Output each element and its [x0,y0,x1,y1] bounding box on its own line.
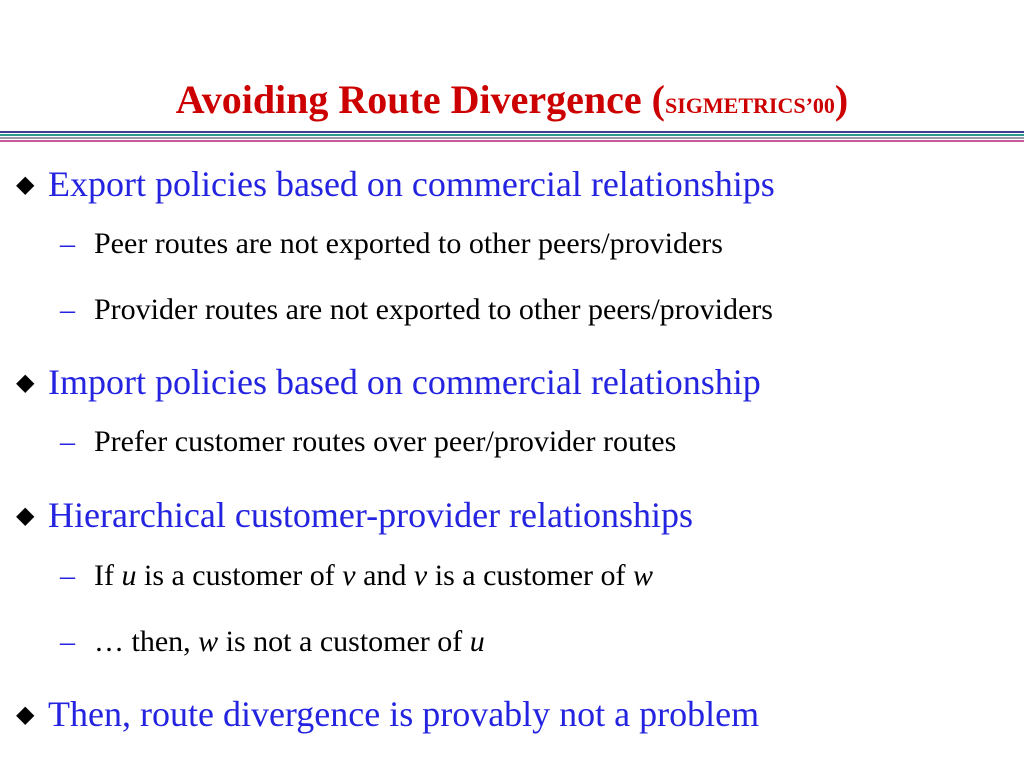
title-divider-line [0,131,1024,133]
title-divider-line [0,140,1024,142]
dash-bullet-icon: – [60,227,75,260]
sub-bullet-text: Prefer customer routes over peer/provider routes [94,425,677,458]
variable-v: v [413,559,428,592]
bullet-hierarchical [16,493,693,538]
diamond-bullet-icon: ◆ [16,370,35,396]
dash-bullet-icon: – [60,425,75,458]
sub-bullet-peer-routes [60,225,723,263]
bullet-text: Import policies based on commercial relationship [48,362,761,402]
variable-w: w [198,625,219,658]
sub-bullet-then-not-customer [60,623,485,661]
sub-bullet-text: Provider routes are not exported to other peers/providers [94,293,773,326]
variable-v: v [342,559,356,592]
title-close: ) [834,77,849,122]
diamond-bullet-icon: ◆ [16,172,35,198]
bullet-text: Export policies based on commercial relationships [48,164,775,204]
title-divider-line [0,134,1024,136]
sub-bullet-prefer-customer [60,423,676,461]
bullet-text: Hierarchical customer-provider relationships [48,495,694,535]
variable-u: u [469,625,485,658]
title-main: Avoiding Route Divergence ( [175,77,665,122]
title-venue: SIGMETRICS’00 [664,93,835,118]
dash-bullet-icon: – [60,293,75,326]
variable-w: w [633,559,654,592]
text-segment: and [355,559,414,592]
sub-bullet-text: Peer routes are not exported to other peers/providers [94,227,723,260]
diamond-bullet-icon: ◆ [16,503,35,529]
variable-u: u [121,559,137,592]
text-segment: is a customer of [136,559,343,592]
title-divider-line [0,137,1024,139]
diamond-bullet-icon: ◆ [16,702,35,728]
bullet-import-policies [16,360,761,405]
slide-title [0,74,1024,132]
sub-bullet-provider-routes [60,291,773,329]
dash-bullet-icon: – [60,625,75,658]
bullet-conclusion [16,692,759,737]
text-segment: If [94,559,122,592]
bullet-export-policies [16,162,775,207]
bullet-text: Then, route divergence is provably not a problem [48,694,760,734]
sub-bullet-customer-chain [60,557,653,595]
dash-bullet-icon: – [60,559,75,592]
text-segment: is a customer of [427,559,634,592]
text-segment: … then, [94,625,199,658]
text-segment: is not a customer of [218,625,470,658]
